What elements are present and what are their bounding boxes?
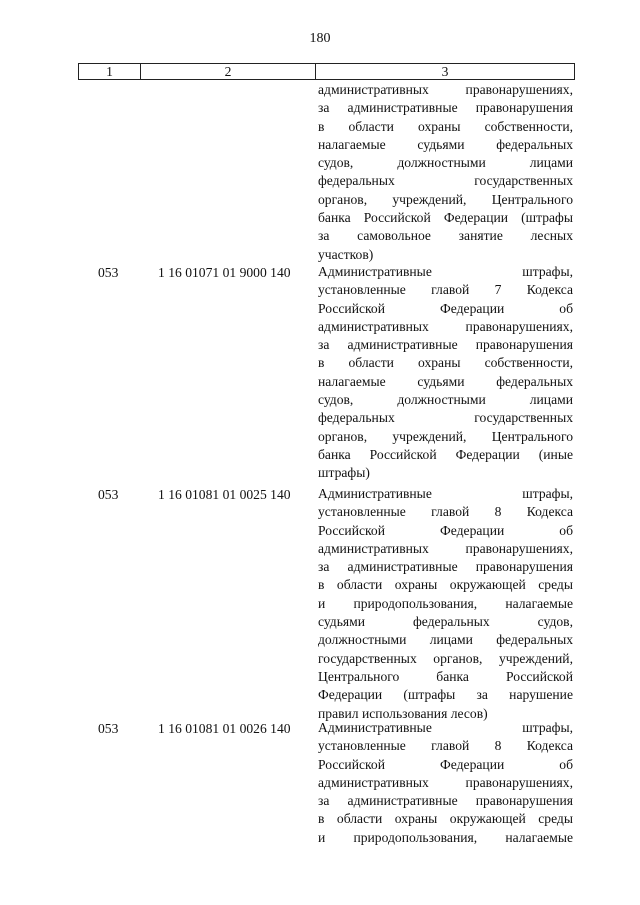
- description-line: Административные штрафы,: [318, 720, 573, 735]
- description-line: и природопользования, налагаемые: [318, 829, 573, 845]
- description-line: судьями федеральных судов,: [318, 614, 573, 630]
- description-line: административных правонарушениях,: [318, 540, 573, 556]
- admin-code: 053: [98, 721, 119, 736]
- description-line: за административные правонарушения: [318, 793, 573, 809]
- description-line: штрафы): [318, 465, 370, 481]
- description-line: правил использования лесов): [318, 705, 488, 721]
- kbk-code: 1 16 01081 01 0025 140: [158, 487, 291, 502]
- description-line: налагаемые судьями федеральных: [318, 136, 573, 152]
- description-line: Административные штрафы,: [318, 264, 573, 279]
- description-line: административных правонарушениях,: [318, 774, 573, 790]
- description-line: органов, учреждений, Центрального: [318, 191, 573, 207]
- column-header-2: 2: [141, 64, 316, 80]
- description-line: налагаемые судьями федеральных: [318, 373, 573, 389]
- page-number: 180: [309, 31, 331, 46]
- admin-code: 053: [98, 265, 119, 280]
- description-line: за административные правонарушения: [318, 100, 573, 116]
- description-line: и природопользования, налагаемые: [318, 595, 573, 611]
- description-line: установленные главой 8 Кодекса: [318, 504, 573, 520]
- description-line: Российской Федерации об: [318, 522, 573, 538]
- description-line: в области охраны окружающей среды: [318, 811, 573, 827]
- description-line: Российской Федерации об: [318, 756, 573, 772]
- description-line: за самовольное занятие лесных: [318, 228, 573, 244]
- column-header-row: [78, 63, 575, 80]
- description-line: судов, должностными лицами: [318, 155, 573, 171]
- description-line: за административные правонарушения: [318, 559, 573, 575]
- column-header-1: 1: [79, 64, 141, 80]
- description-line: административных правонарушениях,: [318, 318, 573, 334]
- description-line: банка Российской Федерации (иные: [318, 446, 573, 462]
- description-line: Центрального банка Российской: [318, 668, 573, 684]
- description-line: участков): [318, 246, 374, 262]
- description-line: установленные главой 7 Кодекса: [318, 282, 573, 298]
- description-line: установленные главой 8 Кодекса: [318, 738, 573, 754]
- kbk-code: 1 16 01081 01 0026 140: [158, 721, 291, 736]
- description-line: государственных органов, учреждений,: [318, 650, 573, 666]
- entry-description: [318, 263, 573, 483]
- description-line: в области охраны собственности,: [318, 118, 573, 134]
- description-line: органов, учреждений, Центрального: [318, 428, 573, 444]
- description-line: в области охраны окружающей среды: [318, 577, 573, 593]
- description-line: Административные штрафы,: [318, 486, 573, 501]
- column-header-3: 3: [316, 64, 575, 80]
- admin-code: 053: [98, 487, 119, 502]
- entry-description: [318, 719, 573, 847]
- description-line: банка Российской Федерации (штрафы: [318, 210, 573, 226]
- kbk-code: 1 16 01071 01 9000 140: [158, 265, 291, 280]
- description-line: федеральных государственных: [318, 410, 573, 426]
- description-line: Российской Федерации об: [318, 300, 573, 316]
- description-line: в области охраны собственности,: [318, 355, 573, 371]
- entry-description: [318, 485, 573, 723]
- continued-description: [318, 81, 573, 264]
- description-line: судов, должностными лицами: [318, 392, 573, 408]
- description-line: Федерации (штрафы за нарушение: [318, 687, 573, 703]
- description-line: федеральных государственных: [318, 173, 573, 189]
- description-line: за административные правонарушения: [318, 337, 573, 353]
- description-line: административных правонарушениях,: [318, 82, 573, 97]
- description-line: должностными лицами федеральных: [318, 632, 573, 648]
